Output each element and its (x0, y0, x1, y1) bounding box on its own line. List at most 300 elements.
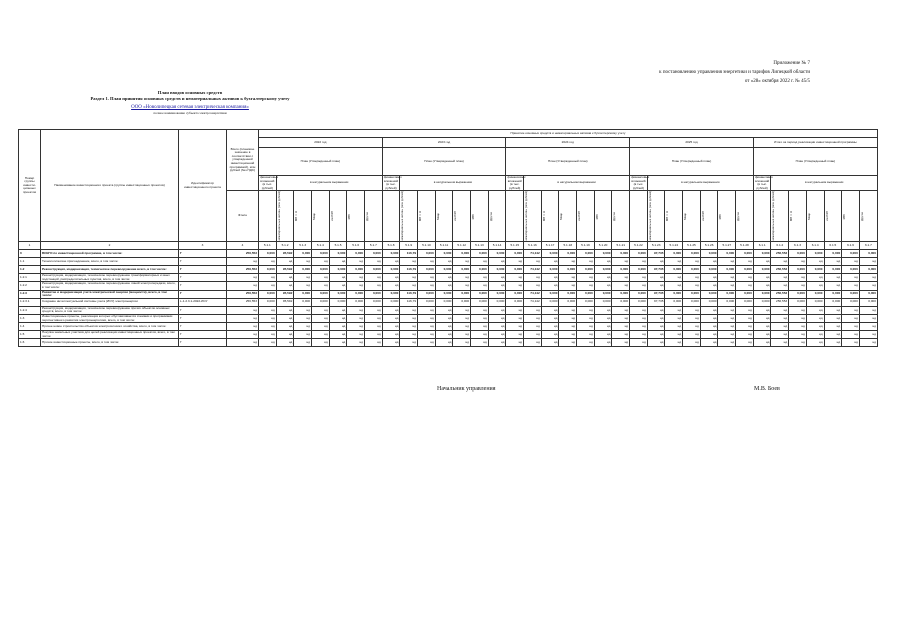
header-sub-label: Другое (365, 211, 370, 221)
row-value: нд (559, 339, 577, 347)
row-number: 1.4 (19, 323, 41, 331)
row-value: 0,000 (329, 250, 347, 258)
row-value: 0,000 (753, 298, 771, 306)
row-value: нд (365, 323, 383, 331)
header-sub-cell (736, 191, 754, 242)
row-value: нд (418, 274, 436, 282)
row-value: 0,000 (806, 266, 824, 274)
header-sub-label: Другое (488, 211, 493, 221)
row-value: нд (647, 274, 665, 282)
row-value: нд (329, 258, 347, 266)
table-row (19, 258, 878, 266)
row-value: нд (400, 323, 418, 331)
row-value: нд (753, 331, 771, 339)
row-value: нд (312, 339, 330, 347)
row-value: нд (612, 339, 630, 347)
row-value: нд (312, 306, 330, 314)
row-value: 0,000 (824, 250, 842, 258)
row-value: нд (665, 331, 683, 339)
row-value: 256,553 (771, 290, 789, 298)
row-value: нд (665, 339, 683, 347)
row-value: 0,000 (382, 290, 400, 298)
row-value: нд (559, 314, 577, 322)
row-value: нд (771, 331, 789, 339)
row-value: нд (294, 306, 312, 314)
row-value: нд (630, 314, 648, 322)
header-project-id: Идентификатор инвестиционного проекта (179, 130, 227, 242)
row-id: Г (179, 266, 227, 274)
header-sub-fin (382, 191, 400, 242)
row-id: Г (179, 339, 227, 347)
row-value: нд (347, 258, 365, 266)
header-plan-label: План (Утвержденный план) (630, 148, 754, 176)
header-nat-label: в натуральном выражении (400, 176, 506, 191)
header-sub-cell (471, 191, 489, 242)
row-value: нд (471, 274, 489, 282)
row-value: нд (488, 323, 506, 331)
row-value: нд (294, 274, 312, 282)
header-sub-label: км ЛЭП (824, 211, 829, 222)
row-value: 256,553 (771, 266, 789, 274)
column-number: 6.1.6 (842, 242, 860, 250)
header-sub-cell (789, 191, 807, 242)
header-nat-label: в натуральном выражении (524, 176, 630, 191)
row-value: нд (630, 323, 648, 331)
row-value: нд (647, 258, 665, 266)
row-value: нд (312, 323, 330, 331)
column-number: 5.1.3 (294, 242, 312, 250)
row-value: нд (753, 258, 771, 266)
row-value: нд (506, 331, 524, 339)
row-value: 0,000 (347, 250, 365, 258)
header-sub-label: МВт (471, 213, 476, 219)
row-value: нд (859, 339, 877, 347)
row-value: нд (418, 306, 436, 314)
header-sub-label: Мвар (806, 212, 811, 220)
row-value: нд (488, 306, 506, 314)
row-value: нд (524, 323, 542, 331)
row-value: 0,000 (506, 290, 524, 298)
column-number: 5.1.15 (506, 242, 524, 250)
header-sub-cell (312, 191, 330, 242)
row-value: нд (259, 314, 277, 322)
row-value: 0,000 (683, 250, 701, 258)
row-value: нд (294, 314, 312, 322)
header-sub-label: МВт (594, 213, 599, 219)
row-value: нд (771, 274, 789, 282)
header-nat-label: в натуральном выражении (647, 176, 753, 191)
row-value: 0,000 (630, 266, 648, 274)
row-value: нд (577, 306, 595, 314)
row-value: нд (541, 282, 559, 290)
row-name: Реконструкция, модернизация, техническое перевооружение трансформаторных и иных подстанций, распределительных пунктов, всего, в том числе: (41, 274, 179, 282)
row-value: 0,000 (365, 250, 383, 258)
row-value: 0,000 (594, 250, 612, 258)
row-value: нд (789, 314, 807, 322)
header-sub-label: МВт (718, 213, 723, 219)
row-value: 0,000 (842, 290, 860, 298)
plan-title: План вводов основных средств (157, 90, 223, 95)
header-sub-cell (276, 191, 294, 242)
row-value: нд (771, 258, 789, 266)
row-value: нд (736, 323, 754, 331)
row-value: 0,000 (612, 298, 630, 306)
column-number: 6.1.2 (771, 242, 789, 250)
column-number: 5.1.5 (329, 242, 347, 250)
row-value: нд (524, 274, 542, 282)
header-project-name: Наименование инвестиционного проекта (группы инвестиционных проектов) (41, 130, 179, 242)
row-value: нд (488, 258, 506, 266)
row-value: 0,000 (541, 290, 559, 298)
row-value: 0,000 (382, 298, 400, 306)
row-value: нд (630, 339, 648, 347)
row-total: нд (227, 258, 259, 266)
row-value: 0,000 (435, 266, 453, 274)
row-value: 0,000 (559, 250, 577, 258)
row-value: 0,000 (329, 298, 347, 306)
column-number: 5.1.7 (365, 242, 383, 250)
row-value: 0,000 (859, 290, 877, 298)
row-value: нд (842, 258, 860, 266)
header-nat-label: в натуральном выражении (276, 176, 382, 191)
row-total: нд (227, 314, 259, 322)
row-value: нд (276, 282, 294, 290)
row-value: нд (453, 282, 471, 290)
row-value: нд (329, 282, 347, 290)
row-value: нд (506, 323, 524, 331)
row-value: нд (453, 258, 471, 266)
row-value: нд (506, 306, 524, 314)
row-name: Создание интеллектуальной системы учета (ИСУ) электроэнергии (41, 298, 179, 306)
header-sub-cell (294, 191, 312, 242)
column-number: 5.1.10 (418, 242, 436, 250)
row-value: нд (594, 331, 612, 339)
row-value: нд (312, 331, 330, 339)
row-value: нд (859, 282, 877, 290)
row-value: 0,000 (594, 266, 612, 274)
row-value: 0,000 (294, 298, 312, 306)
row-value: 95,592 (276, 290, 294, 298)
row-value: нд (771, 282, 789, 290)
row-value: нд (842, 274, 860, 282)
row-value: нд (347, 339, 365, 347)
header-fin-label: финансовых вложений (в тыс. рублей) (383, 175, 402, 190)
column-number: 4 (227, 242, 259, 250)
row-value: нд (294, 282, 312, 290)
row-id: Г (179, 290, 227, 298)
row-value: 0,000 (789, 266, 807, 274)
row-value: нд (753, 282, 771, 290)
column-number: 5.1.1 (259, 242, 277, 250)
header-total: Всего (плановое значение в соответствии с утвержденной инвестиционной программой), млн рублей (без НДС) (227, 130, 259, 191)
row-value: нд (506, 258, 524, 266)
row-value: 0,000 (347, 266, 365, 274)
document-title (40, 90, 340, 116)
row-value: нд (665, 306, 683, 314)
row-value: 116,79 (400, 298, 418, 306)
column-number: 6.1.5 (824, 242, 842, 250)
row-value: нд (594, 323, 612, 331)
header-sub-cell (612, 191, 630, 242)
row-value: 95,592 (276, 250, 294, 258)
row-value: нд (294, 258, 312, 266)
header-sub-cell (559, 191, 577, 242)
header-sub-label: нематериальные активы (млн рублей) (647, 191, 652, 242)
row-value: 0,000 (577, 298, 595, 306)
row-value: 0,000 (718, 266, 736, 274)
row-value: нд (806, 339, 824, 347)
row-id: Г (179, 250, 227, 258)
row-value: 0,000 (382, 266, 400, 274)
row-value: нд (647, 282, 665, 290)
row-value: нд (488, 274, 506, 282)
row-value: 0,000 (471, 250, 489, 258)
row-value: 0,000 (506, 298, 524, 306)
header-fin-label: финансовых вложений (в тыс. рублей) (507, 175, 526, 190)
header-sub-cell (594, 191, 612, 242)
row-value: нд (453, 314, 471, 322)
header-sub-label: МВ×А (665, 211, 670, 222)
row-value: нд (541, 331, 559, 339)
row-value: 0,000 (312, 250, 330, 258)
row-value: 0,000 (718, 250, 736, 258)
row-value: нд (294, 339, 312, 347)
row-value: нд (665, 258, 683, 266)
row-value: нд (859, 323, 877, 331)
row-value: 0,000 (736, 290, 754, 298)
row-value: 0,000 (453, 250, 471, 258)
row-value: нд (824, 274, 842, 282)
column-number: 5.1.4 (312, 242, 330, 250)
row-value: нд (453, 306, 471, 314)
row-value: нд (824, 331, 842, 339)
column-number: 5.1.8 (382, 242, 400, 250)
header-sub-label: нематериальные активы (млн рублей) (276, 191, 281, 242)
row-total: нд (227, 339, 259, 347)
header-sub-label: МВ×А (789, 211, 794, 222)
row-value: нд (400, 282, 418, 290)
row-total: 256,553 (227, 298, 259, 306)
row-value: нд (612, 258, 630, 266)
column-number: 5.1.21 (612, 242, 630, 250)
row-value: нд (524, 258, 542, 266)
row-value: 0,000 (471, 298, 489, 306)
row-value: нд (471, 258, 489, 266)
row-value: нд (806, 258, 824, 266)
row-name: ВСЕГО по инвестиционной программе, в том числе: (41, 250, 179, 258)
organization-caption: полное наименование субъекта электроэнергетики (153, 110, 227, 115)
row-value: нд (753, 314, 771, 322)
row-value: 97,735 (647, 290, 665, 298)
table-row (19, 250, 878, 258)
row-value: нд (276, 339, 294, 347)
table-row (19, 282, 878, 290)
signatory-name: М.В. Боев (754, 386, 780, 392)
row-value: нд (488, 339, 506, 347)
row-value: 0,000 (312, 266, 330, 274)
row-value: нд (577, 339, 595, 347)
header-sub-cell (577, 191, 595, 242)
row-value: 0,000 (594, 298, 612, 306)
row-value: нд (382, 258, 400, 266)
row-value: 0,000 (471, 290, 489, 298)
row-value: нд (771, 314, 789, 322)
row-value: нд (435, 323, 453, 331)
row-value: 0,000 (577, 250, 595, 258)
row-value: нд (630, 306, 648, 314)
header-sub-cell (665, 191, 683, 242)
row-value: нд (382, 282, 400, 290)
row-value: 0,000 (806, 250, 824, 258)
row-value: нд (559, 282, 577, 290)
row-value: нд (294, 323, 312, 331)
row-number: 0 (19, 250, 41, 258)
row-value: 0,000 (418, 290, 436, 298)
row-value: нд (789, 323, 807, 331)
row-name: Инвестиционные проекты, реализация которых обуславливается схемами и программами перспективного развития электроэнергетики, всего, в том числе: (41, 314, 179, 322)
row-value: нд (736, 258, 754, 266)
row-value: нд (612, 331, 630, 339)
row-value: нд (594, 258, 612, 266)
row-value: нд (329, 323, 347, 331)
row-value: 116,79 (400, 250, 418, 258)
row-value: нд (471, 339, 489, 347)
row-value: нд (524, 339, 542, 347)
row-value: 0,000 (453, 290, 471, 298)
row-value: 0,000 (259, 290, 277, 298)
row-value: нд (630, 282, 648, 290)
row-number: 1.2.2 (19, 282, 41, 290)
row-value: нд (259, 331, 277, 339)
row-value: 0,000 (700, 298, 718, 306)
row-total: 256,553 (227, 266, 259, 274)
row-name: Развитие и модернизация учета электрической энергии (мощности), всего, в том числе: (41, 290, 179, 298)
row-value: 0,000 (294, 266, 312, 274)
row-value: нд (700, 306, 718, 314)
row-value: 0,000 (665, 266, 683, 274)
row-value: 0,000 (665, 250, 683, 258)
row-value: нд (612, 323, 630, 331)
row-value: 0,000 (683, 290, 701, 298)
row-value: 74,142 (524, 290, 542, 298)
row-value: нд (418, 258, 436, 266)
row-value: нд (524, 331, 542, 339)
row-value: 0,000 (506, 250, 524, 258)
row-value: нд (736, 331, 754, 339)
header-sub-label: Другое (859, 211, 864, 221)
header-fin-label: финансовых вложений (в тыс. рублей) (260, 175, 279, 190)
row-value: 256,553 (771, 250, 789, 258)
column-number: 5.1.2 (276, 242, 294, 250)
row-value: нд (435, 258, 453, 266)
row-value: нд (541, 323, 559, 331)
header-sub-cell (771, 191, 789, 242)
column-number: 6.1.4 (806, 242, 824, 250)
header-sub-cell (347, 191, 365, 242)
row-value: 256,553 (771, 298, 789, 306)
row-value: нд (771, 323, 789, 331)
row-value: 0,000 (471, 266, 489, 274)
row-value: 0,000 (577, 266, 595, 274)
row-value: нд (859, 331, 877, 339)
row-value: 97,735 (647, 266, 665, 274)
row-value: 95,592 (276, 266, 294, 274)
row-value: нд (365, 306, 383, 314)
row-name: Технологическое присоединение, всего, в том числе: (41, 258, 179, 266)
table-row (19, 290, 878, 298)
row-value: нд (718, 331, 736, 339)
row-value: нд (859, 306, 877, 314)
header-sub-cell (647, 191, 665, 242)
row-value: 0,000 (736, 250, 754, 258)
header-sub-label: нематериальные активы (млн рублей) (400, 191, 405, 242)
column-number: 5.1.6 (347, 242, 365, 250)
row-number: 1.2 (19, 266, 41, 274)
row-value: нд (771, 339, 789, 347)
header-sub-cell (842, 191, 860, 242)
row-value: нд (824, 314, 842, 322)
appendix-number: Приложение № 7 (773, 61, 810, 66)
row-value: нд (665, 314, 683, 322)
row-total: нд (227, 274, 259, 282)
row-value: нд (789, 306, 807, 314)
row-value: 0,000 (824, 290, 842, 298)
column-number: 1 (19, 242, 41, 250)
header-sub-cell (683, 191, 701, 242)
row-value: нд (488, 282, 506, 290)
row-value: нд (700, 258, 718, 266)
row-value: нд (347, 274, 365, 282)
column-number: 5.1.26 (700, 242, 718, 250)
row-value: нд (347, 314, 365, 322)
row-id: Г (179, 323, 227, 331)
row-total: нд (227, 331, 259, 339)
row-value: нд (435, 339, 453, 347)
header-fin-label: финансовых вложений (в тыс. рублей) (754, 175, 773, 190)
row-value: нд (683, 306, 701, 314)
row-value: нд (471, 323, 489, 331)
row-value: нд (647, 314, 665, 322)
row-value: 74,142 (524, 266, 542, 274)
column-number: 5.1.23 (647, 242, 665, 250)
row-value: нд (612, 274, 630, 282)
row-value: 0,000 (559, 290, 577, 298)
row-value: нд (630, 331, 648, 339)
header-sub-cell (524, 191, 542, 242)
row-total: нд (227, 323, 259, 331)
row-value: нд (700, 282, 718, 290)
row-value: нд (824, 282, 842, 290)
row-value: нд (594, 274, 612, 282)
header-sub-label: МВ×А (418, 211, 423, 222)
table-row (19, 339, 878, 347)
row-value: нд (718, 306, 736, 314)
row-value: нд (736, 314, 754, 322)
row-value: 0,000 (365, 290, 383, 298)
row-number: 1.5 (19, 331, 41, 339)
row-value: нд (806, 323, 824, 331)
header-sub-cell (824, 191, 842, 242)
row-value: нд (683, 331, 701, 339)
row-value: нд (859, 258, 877, 266)
row-value: нд (718, 314, 736, 322)
row-value: нд (312, 274, 330, 282)
row-value: нд (365, 258, 383, 266)
column-number: 6.1.1 (753, 242, 771, 250)
row-total: нд (227, 282, 259, 290)
row-value: нд (594, 314, 612, 322)
row-value: 0,000 (418, 298, 436, 306)
